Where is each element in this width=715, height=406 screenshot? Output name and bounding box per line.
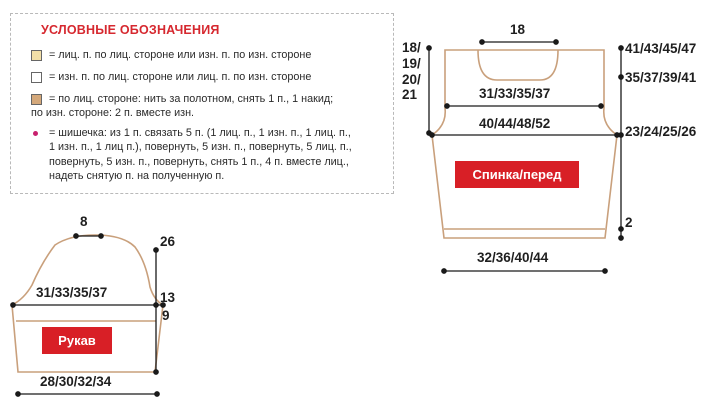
sleeve-bottom-width-label: 28/30/32/34 <box>40 374 112 389</box>
legend-text-bobble-line: повернуть, 5 изн. п., повернуть, снять 1 п., 4 п. вместе лиц., <box>49 155 349 168</box>
armhole-height-line: 21 <box>402 87 418 103</box>
legend-text-bobble-line: надеть снятую п. на полученную п. <box>49 169 225 182</box>
sleeve-cuff-height-label: 9 <box>162 308 170 323</box>
legend-text-bobble-line: 1 изн. п., 1 лиц п.), повернуть, 5 изн. п., повернуть, 5 лиц. п., <box>49 141 352 154</box>
armhole-height-line: 18/ <box>402 40 421 55</box>
neckline-outline <box>478 50 558 80</box>
armhole-width-label: 31/33/35/37 <box>479 86 551 101</box>
armhole-height-line: 19/ <box>402 55 421 71</box>
side-height-label: 23/24/25/26 <box>625 124 697 139</box>
rib-height-label: 2 <box>625 215 633 230</box>
sleeve-cap-height-label: 13 <box>160 290 176 305</box>
total-height-label: 41/43/45/47 <box>625 41 697 56</box>
armhole-height-line: 20/ <box>402 71 421 87</box>
body-outline <box>432 50 617 238</box>
bottom-width-label: 32/36/40/44 <box>477 250 549 265</box>
sleeve-top-width-label: 8 <box>80 214 88 229</box>
chest-width-label: 40/44/48/52 <box>479 116 551 131</box>
legend-text-knit: = лиц. п. по лиц. стороне или изн. п. по изн. стороне <box>49 49 312 61</box>
legend-text-bobble-line: = шишечка: из 1 п. связать 5 п. (1 лиц. п., 1 изн. п., 1 лиц. п., <box>49 127 351 139</box>
shoulder-height-label: 35/37/39/41 <box>625 70 697 85</box>
legend-text-slip-line: = по лиц. стороне: нить за полотном, снять 1 п., 1 накид; <box>49 93 334 105</box>
legend-title: УСЛОВНЫЕ ОБОЗНАЧЕНИЯ <box>41 23 220 37</box>
sleeve-cap-width-label: 31/33/35/37 <box>36 285 108 300</box>
sleeve-badge: Рукав <box>42 327 112 354</box>
back-front-badge: Спинка/перед <box>455 161 579 188</box>
neck-width-label: 18 <box>510 22 526 37</box>
legend-text-purl: = изн. п. по лиц. стороне или лиц. п. по изн. стороне <box>49 71 312 83</box>
sleeve-total-height-label: 26 <box>160 234 176 249</box>
armhole-height-label <box>402 40 421 103</box>
legend-text-slip-line: по изн. стороне: 2 п. вместе изн. <box>31 107 195 120</box>
